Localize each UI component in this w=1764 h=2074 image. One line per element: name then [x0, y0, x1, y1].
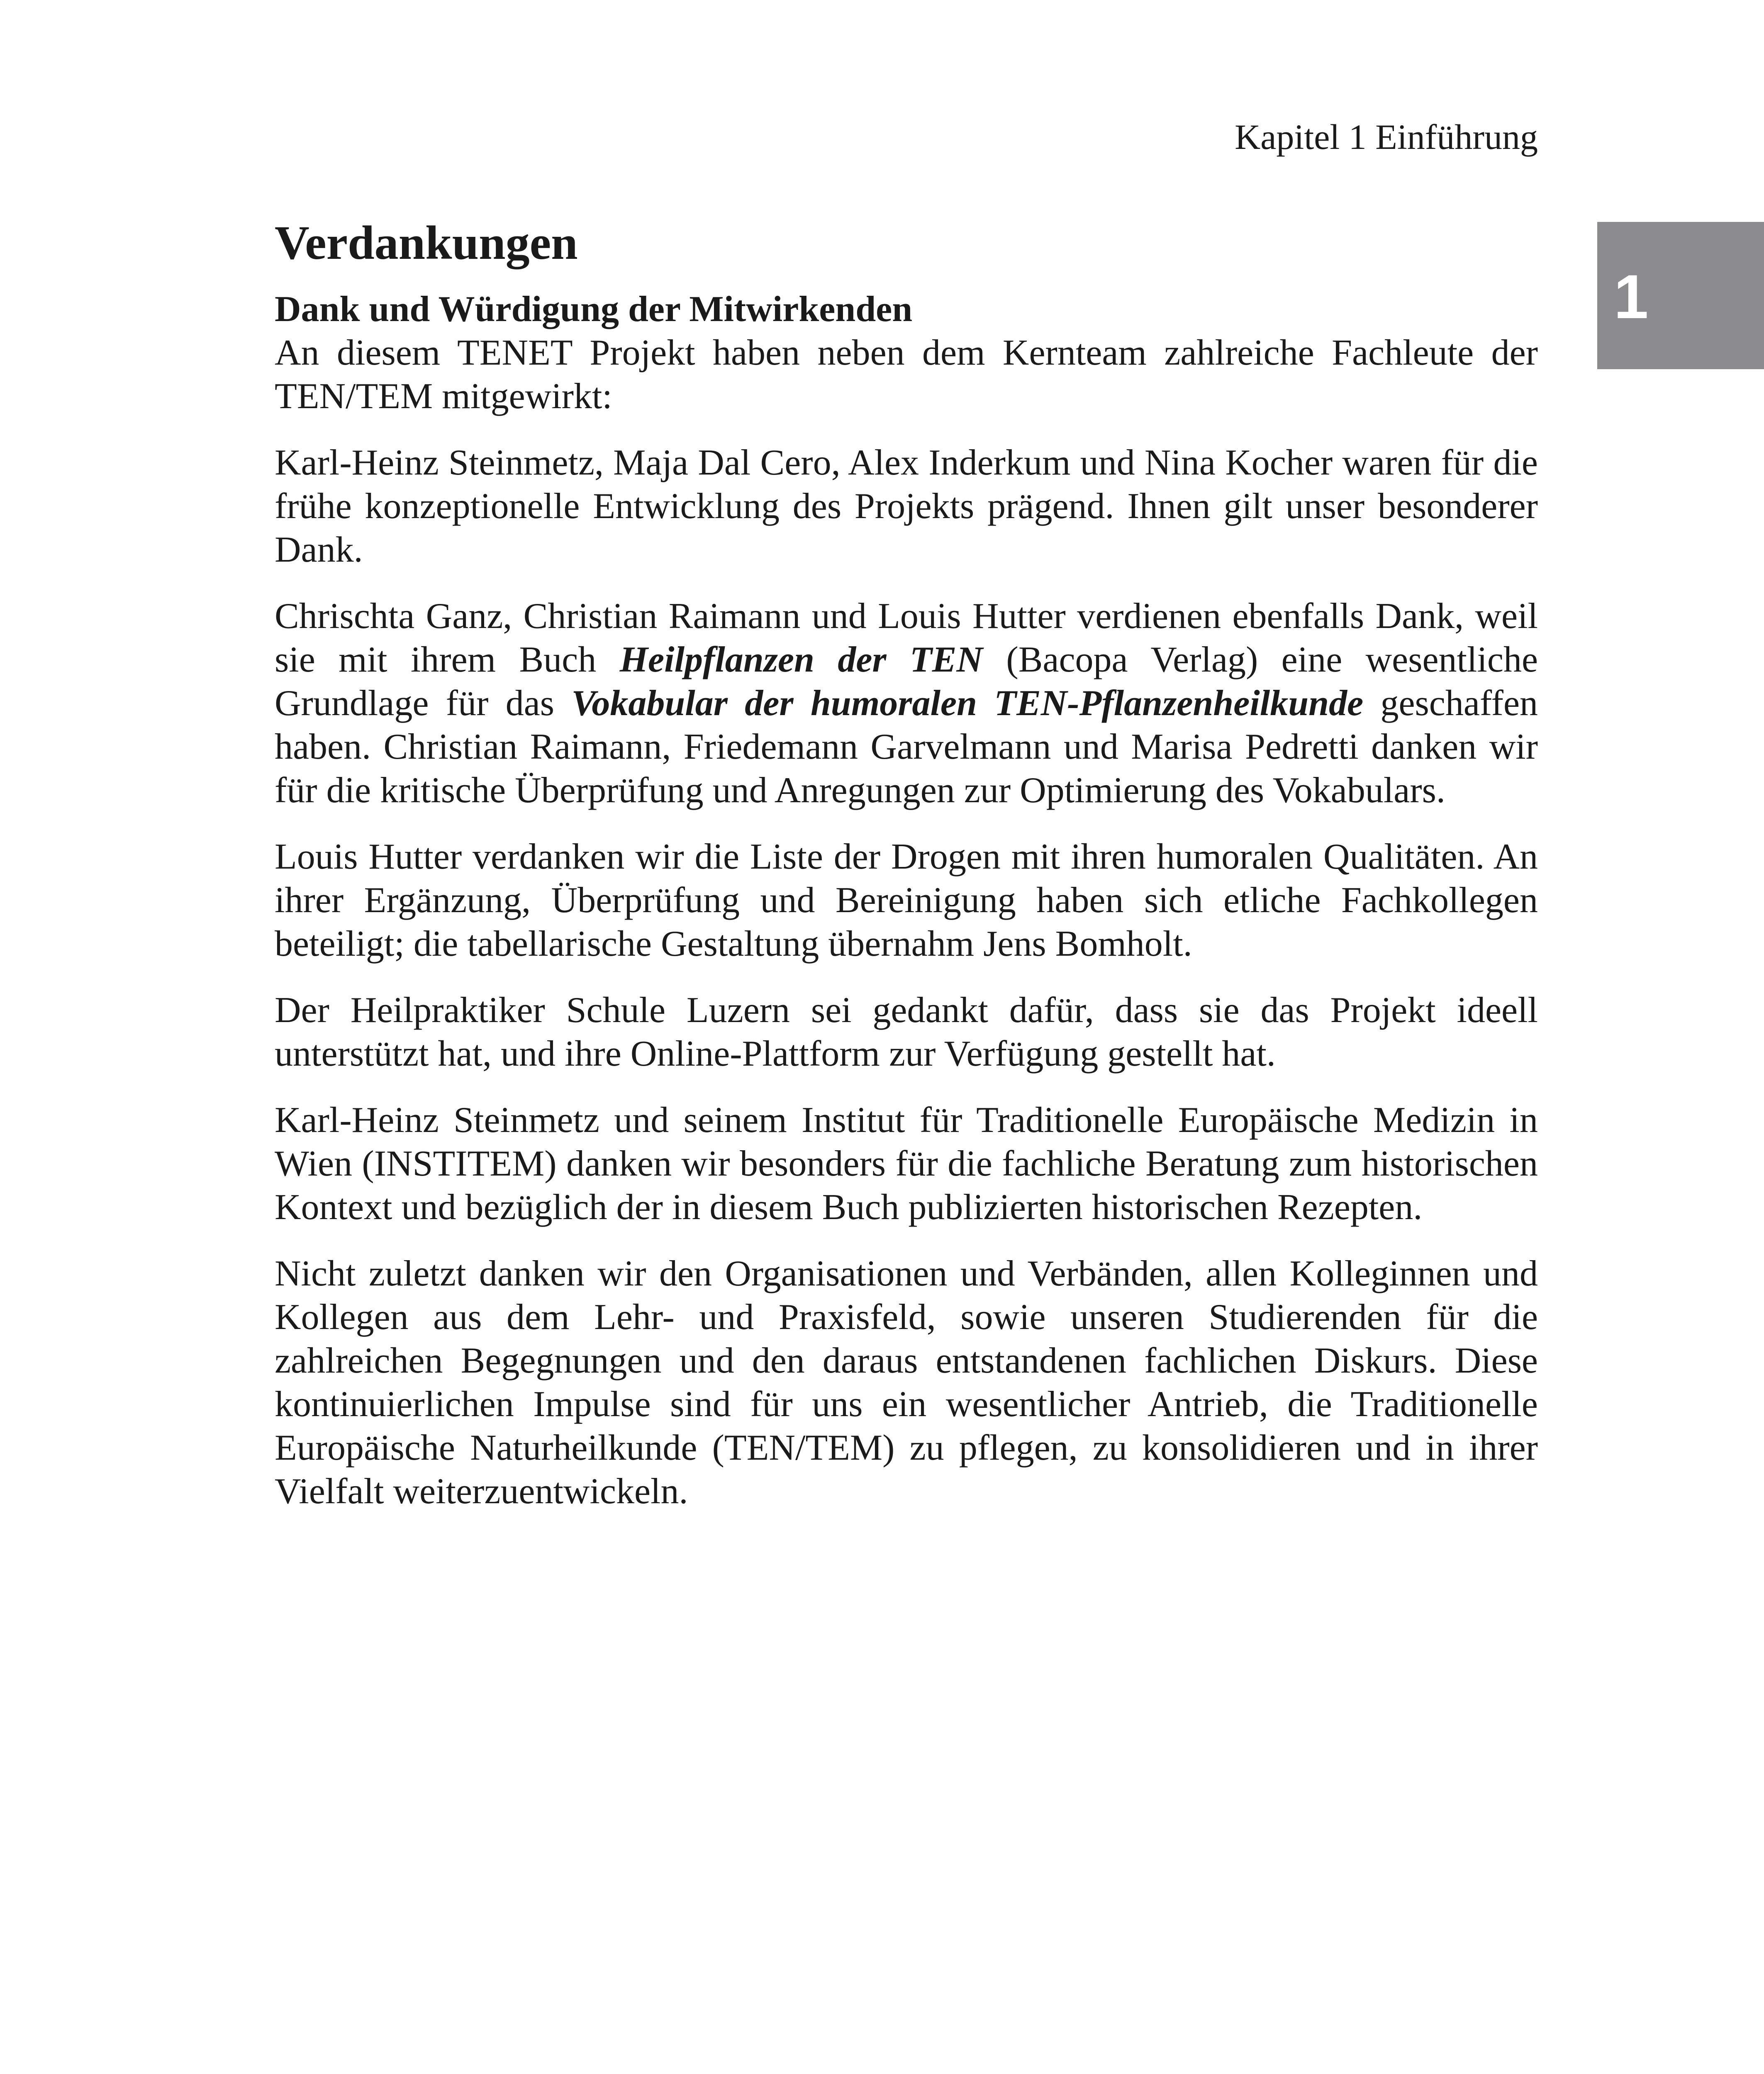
book-title: Heilpflanzen der TEN — [619, 640, 983, 680]
running-header: Kapitel 1 Einführung — [1235, 117, 1538, 157]
paragraph-5: Karl-Heinz Steinmetz und seinem Institut für Traditionelle Europäische Medizin in Wien (INSTITEM) danken wir besonders für die fachliche Beratung zum historischen Kontext und bezüglich der in diesem Buch publizierten historischen Rezepten. — [275, 1100, 1538, 1228]
chapter-tab-number: 1 — [1614, 262, 1649, 331]
paragraph-3: Louis Hutter verdanken wir die Liste der Drogen mit ihren humoralen Qualitäten. An ihrer Ergänzung, Überprüfung und Bereinigung haben sich etliche Fachkollegen beteiligt; die tabellarische Gestaltung übernahm Jens Bomholt. — [275, 837, 1538, 964]
intro-paragraph: An diesem TENET Projekt haben neben dem Kernteam zahlreiche Fachleute der TEN/TEM mitgewirkt: — [275, 333, 1538, 417]
paragraph-4: Der Heilpraktiker Schule Luzern sei gedankt dafür, dass sie das Projekt ideell unterstützt hat, und ihre Online-Plattform zur Verfügung gestellt hat. — [275, 990, 1538, 1074]
section-subtitle: Dank und Würdigung der Mitwirkenden — [275, 289, 913, 330]
page-title: Verdankungen — [275, 217, 578, 270]
paragraph-2 — [275, 594, 1538, 812]
paragraph-1: Karl-Heinz Steinmetz, Maja Dal Cero, Alex Inderkum und Nina Kocher waren für die frühe konzeptionelle Entwicklung des Projekts prägend. Ihnen gilt unser besonderer Dank. — [275, 443, 1538, 570]
paragraph-2-text-a: Chrischta Ganz, Christian Raimann und Louis Hutter verdienen ebenfalls Dank, weil sie mit ihrem Buch — [275, 596, 1538, 680]
paragraph-2-text-b: (Bacopa Verlag) eine wesentliche Grundlage für das — [275, 640, 1538, 724]
page-content — [275, 216, 1538, 1536]
paragraph-6: Nicht zuletzt danken wir den Organisationen und Verbänden, allen Kolleginnen und Kollegen aus dem Lehr- und Praxisfeld, sowie unseren Studierenden für die zahlreichen Begegnungen und den daraus entstandenen fachlichen Diskurs. Diese kontinuierlichen Impulse sind für uns ein wesentlicher Antrieb, die Traditionelle Europäische Naturheilkunde (TEN/TEM) zu pflegen, zu konsolidieren und in ihrer Vielfalt weiterzuentwickeln. — [275, 1254, 1538, 1512]
paragraph-2-text-c: geschaffen haben. Christian Raimann, Friedemann Garvelmann und Marisa Pedretti danken wir für die kritische Überprüfung und Anregungen zur Optimierung des Vokabulars. — [275, 683, 1538, 811]
vocabulary-title: Vokabular der humoralen TEN-Pflanzenheilkunde — [571, 683, 1364, 724]
chapter-tab — [1597, 222, 1764, 369]
